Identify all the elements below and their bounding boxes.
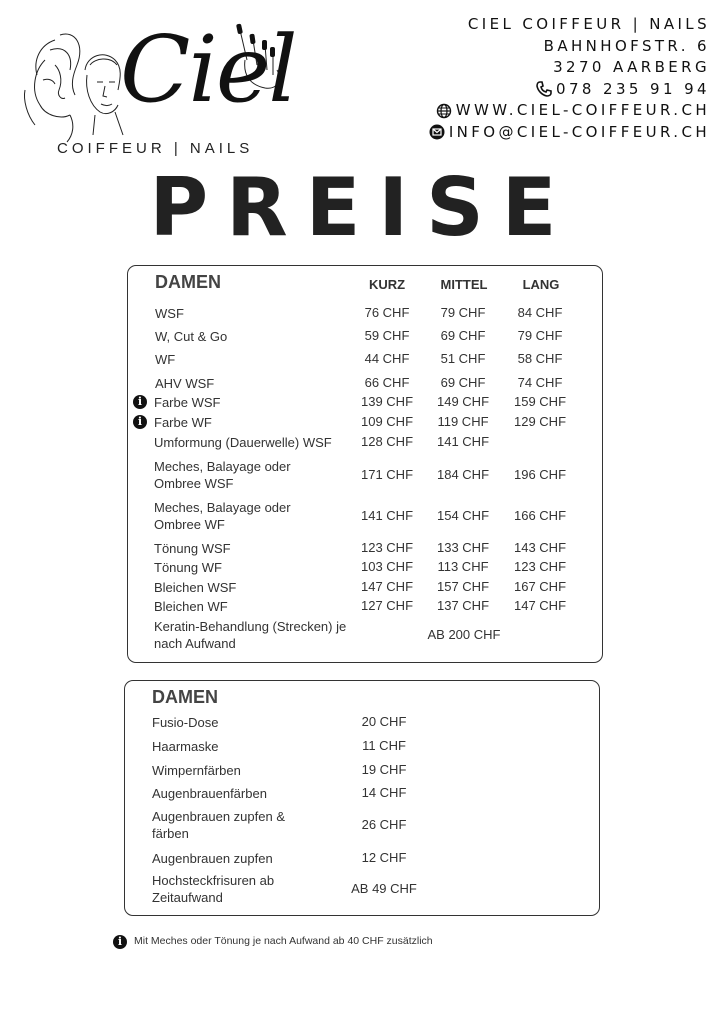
table-row-label: WF	[155, 352, 176, 367]
price-cell: 59 CHF	[364, 328, 410, 343]
page-title: PREISE	[149, 161, 575, 254]
price-cell: 141 CHF	[360, 508, 414, 523]
table-row-label: Farbe WSF	[154, 395, 221, 410]
price-cell: 184 CHF	[436, 467, 490, 482]
price-cell: AB 200 CHF	[427, 627, 501, 642]
price-cell: 19 CHF	[361, 762, 407, 777]
price-cell: 14 CHF	[361, 785, 407, 800]
price-cell: 69 CHF	[440, 375, 486, 390]
price-cell: 159 CHF	[513, 394, 567, 409]
info-icon: i	[113, 935, 127, 949]
price-cell: 147 CHF	[513, 598, 567, 613]
price-cell: 196 CHF	[513, 467, 567, 482]
info-icon: i	[133, 415, 147, 429]
price-cell: 119 CHF	[437, 414, 489, 429]
website-link[interactable]: WWW.CIEL-COIFFEUR.CH	[455, 101, 710, 119]
list-item-label: Augenbrauen zupfen & färben	[152, 809, 285, 841]
price-cell: 154 CHF	[436, 508, 490, 523]
email-icon	[429, 124, 445, 140]
price-cell: 128 CHF	[360, 434, 414, 449]
price-cell: 74 CHF	[517, 375, 563, 390]
table-row-label: Bleichen WF	[154, 599, 228, 614]
table-row-label: WSF	[155, 306, 184, 321]
list-item-label: Haarmaske	[152, 739, 219, 754]
price-cell: 157 CHF	[436, 579, 490, 594]
contact-block	[429, 14, 710, 143]
street-address: BAHNHOFSTR. 6	[543, 36, 710, 55]
logo-tagline: COIFFEUR | NAILS	[57, 140, 254, 157]
table-row-label: Bleichen WSF	[154, 580, 237, 595]
price-cell: 147 CHF	[360, 579, 414, 594]
price-cell: 141 CHF	[436, 434, 490, 449]
price-cell: 139 CHF	[360, 394, 414, 409]
price-cell: 113 CHF	[437, 559, 489, 574]
phone-number[interactable]: 078 235 91 94	[556, 79, 710, 98]
column-header-lang: LANG	[522, 277, 560, 292]
list-item-label: Fusio-Dose	[152, 715, 219, 730]
price-cell: 171 CHF	[360, 467, 414, 482]
price-cell: 20 CHF	[361, 714, 407, 729]
price-cell: 66 CHF	[364, 375, 410, 390]
price-cell: 79 CHF	[440, 305, 486, 320]
price-cell: 12 CHF	[361, 850, 407, 865]
price-cell: 133 CHF	[436, 540, 490, 555]
price-cell: 84 CHF	[517, 305, 563, 320]
price-cell: 11 CHF	[362, 738, 406, 753]
table1-heading: DAMEN	[155, 272, 221, 292]
price-cell: 149 CHF	[436, 394, 490, 409]
footnote: Mit Meches oder Tönung je nach Aufwand ab 40 CHF zusätzlich	[134, 935, 433, 947]
list-item-label: Wimpernfärben	[152, 763, 241, 778]
price-cell: 137 CHF	[436, 598, 490, 613]
price-cell: 123 CHF	[360, 540, 414, 555]
price-cell: 167 CHF	[513, 579, 567, 594]
table-row-label: Meches, Balayage oder Ombree WSF	[154, 459, 291, 491]
price-cell: 123 CHF	[513, 559, 567, 574]
table-row-label: Tönung WF	[154, 560, 222, 575]
price-cell: 76 CHF	[364, 305, 410, 320]
globe-icon	[436, 103, 452, 119]
list-item-label: Augenbrauenfärben	[152, 786, 267, 801]
table-row-label: Farbe WF	[154, 415, 212, 430]
price-cell: 44 CHF	[364, 351, 410, 366]
price-cell: 26 CHF	[361, 817, 407, 832]
table-row-label: AHV WSF	[155, 376, 215, 391]
price-cell: 143 CHF	[513, 540, 567, 555]
list-item-label: Augenbrauen zupfen	[152, 851, 273, 866]
business-name: CIEL COIFFEUR | NAILS	[467, 15, 710, 33]
table-row-label: Umformung (Dauerwelle) WSF	[154, 435, 332, 450]
price-cell: 166 CHF	[513, 508, 567, 523]
price-cell: 103 CHF	[360, 559, 414, 574]
city-address: 3270 AARBERG	[553, 58, 710, 76]
column-header-mittel: MITTEL	[440, 277, 488, 292]
logo-wordmark: Ciel	[120, 16, 296, 123]
price-cell: 109 CHF	[360, 414, 414, 429]
table2-heading: DAMEN	[152, 687, 218, 707]
price-cell: 129 CHF	[513, 414, 567, 429]
list-item-label: Hochsteckfrisuren ab Zeitaufwand	[152, 873, 275, 905]
price-cell: 127 CHF	[360, 598, 414, 613]
email-link[interactable]: INFO@CIEL-COIFFEUR.CH	[448, 122, 710, 141]
price-cell: 69 CHF	[440, 328, 486, 343]
price-cell: 79 CHF	[517, 328, 563, 343]
table-row-label: W, Cut & Go	[155, 329, 228, 344]
table-row-label: Tönung WSF	[154, 541, 231, 556]
column-header-kurz: KURZ	[368, 277, 406, 292]
table-row-label: Keratin-Behandlung (Strecken) je nach Aufwand	[154, 619, 347, 651]
phone-icon	[536, 81, 552, 97]
price-cell: 51 CHF	[440, 351, 486, 366]
price-cell: AB 49 CHF	[351, 881, 417, 896]
table-row-label: Meches, Balayage oder Ombree WF	[154, 500, 291, 532]
price-cell: 58 CHF	[517, 351, 563, 366]
info-icon: i	[133, 395, 147, 409]
